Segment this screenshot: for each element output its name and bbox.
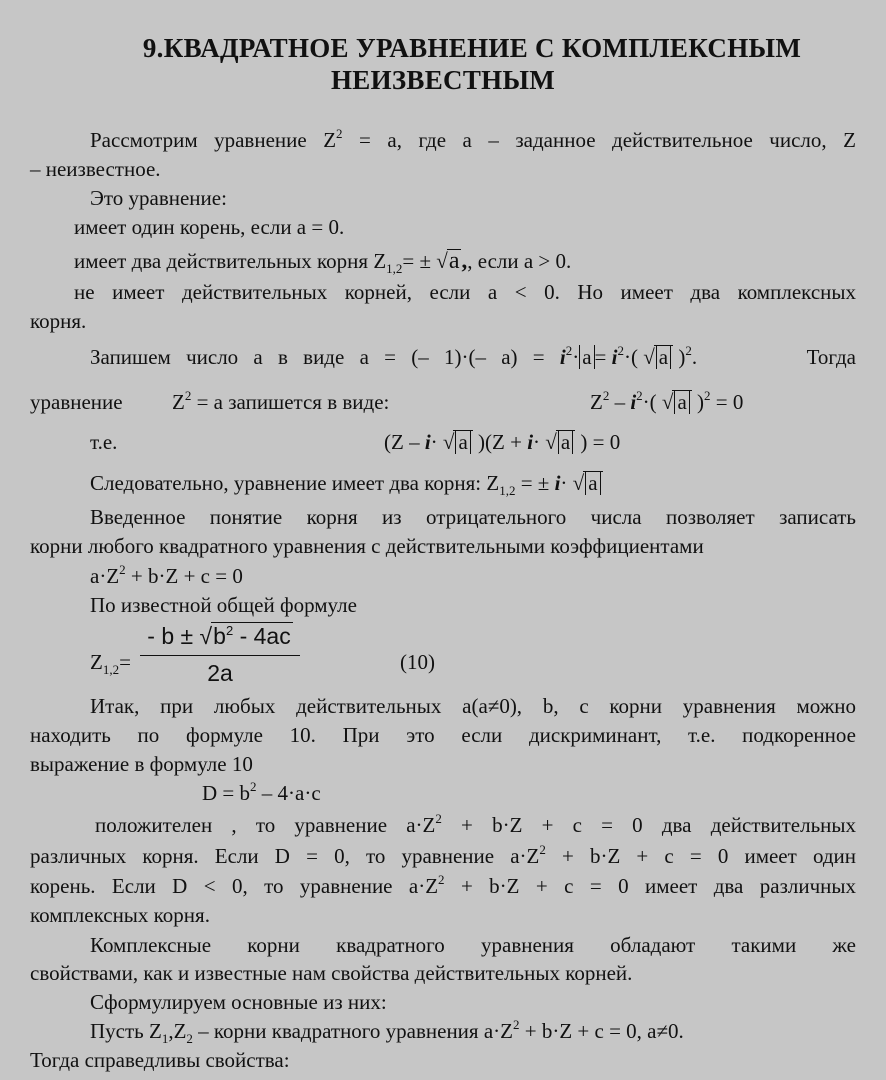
- paragraph-line: корни любого квадратного уравнения с действительными коэффициентами: [30, 534, 704, 558]
- sqrt-sign: √a: [436, 248, 460, 274]
- paragraph-line: $a\cdot Z^2 + b\cdot Z + c = 0$: [90, 562, 243, 588]
- paragraph-line: Запишем число a в виде a = (– 1)·(– $a) = i^2\cdot a = i^2\cdot$( √ a )$^2$. Тогда: [90, 343, 856, 369]
- paragraph-line: не имеет действительных корней, если a < 0. Но имеет два комплексных: [74, 280, 856, 304]
- paragraph-line: различных корня. Если D = 0, то уравнение $a\cdot Z^2 + b\cdot Z + c = 0$ имеет один: [30, 842, 856, 868]
- quadratic-formula-fraction: [140, 622, 300, 688]
- equation-inline: $Z^2 = a$ запишется в виде:: [172, 388, 390, 414]
- paragraph-line: корень. Если D < 0, то уравнение $a\cdot Z^2 + b\cdot Z + c = 0$ имеет два различных: [30, 872, 856, 898]
- paragraph-line: Это уравнение:: [90, 186, 227, 210]
- paragraph-line: имеет два действительных корня $Z_{1,2}= \pm √a$,, если a > 0.: [74, 248, 572, 276]
- paragraph-line: Сформулируем основные из них:: [90, 990, 387, 1014]
- paragraph-line: свойствами, как и известные нам свойства действительных корней.: [30, 961, 633, 985]
- paragraph-line: Следовательно, уравнение имеет два корня: $Z_{1,2}$ = ± i· √ a: [90, 469, 603, 500]
- formula-number: (10): [400, 650, 435, 674]
- paragraph-line: Тогда справедливы свойства:: [30, 1048, 290, 1072]
- paragraph-line: выражение в формуле 10: [30, 752, 253, 776]
- paragraph-line: имеет один корень, если a = 0.: [74, 215, 345, 239]
- paragraph-line: т.е.: [90, 430, 118, 454]
- paragraph-line: Пусть $Z_1,Z_2$ – корни квадратного уравнения $a\cdot Z^2 + b\cdot Z + c = 0$, a≠0.: [90, 1017, 684, 1046]
- fraction-numerator: - $b \pm √b^2 - 4ac$: [140, 622, 300, 656]
- paragraph-line: Введенное понятие корня из отрицательного числа позволяет записать: [90, 505, 856, 529]
- paragraph-line: По известной общей формуле: [90, 593, 357, 617]
- paragraph-line: Итак, при любых действительных a(a≠0), b, c корни уравнения можно: [90, 694, 856, 718]
- paragraph-line: комплексных корня.: [30, 903, 210, 927]
- section-title: [0, 32, 886, 96]
- title-line-1: 9.КВАДРАТНОЕ УРАВНЕНИЕ С КОМПЛЕКСНЫМ: [142, 33, 802, 63]
- formula-lhs: $Z_{1,2}=$: [90, 650, 131, 677]
- fraction-denominator: 2a: [207, 660, 233, 686]
- title-line-2: НЕИЗВЕСТНЫМ: [330, 65, 556, 95]
- discriminant-formula: $D = b^2 - 4\cdot a\cdot c$: [202, 779, 321, 805]
- equation-factored: (Z – i· √ a )(Z + i· √ a ) = 0: [384, 430, 621, 454]
- paragraph-line: уравнение: [30, 390, 123, 414]
- paragraph-line: находить по формуле 10. При это если дискриминант, т.е. подкоренное: [30, 723, 856, 747]
- paragraph-line: корня.: [30, 309, 87, 333]
- paragraph-line: Рассмотрим уравнение $Z^2 = a$, где a – заданное действительное число, Z: [90, 126, 856, 152]
- equation-right: $Z^2 - i^2\cdot$( √ a )$^2$ = 0: [590, 388, 744, 414]
- paragraph-line: положителен , то уравнение $a\cdot Z^2 + b\cdot Z + c = 0$ два действительных: [95, 811, 856, 837]
- paragraph-line: – неизвестное.: [30, 157, 161, 181]
- paragraph-line: Комплексные корни квадратного уравнения обладают такими же: [90, 933, 856, 957]
